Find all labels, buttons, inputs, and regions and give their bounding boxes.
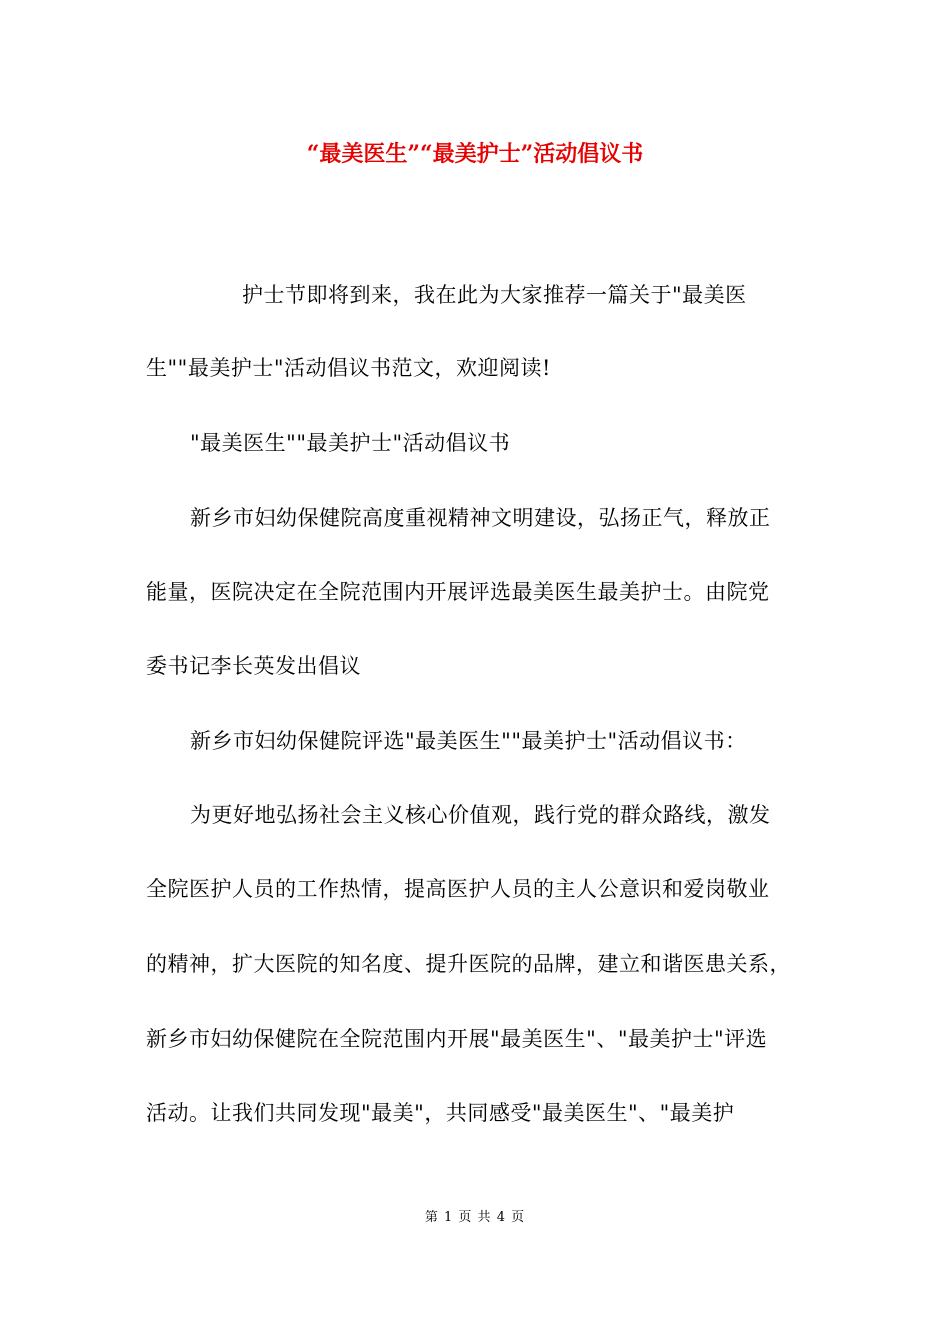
paragraph-line: 新乡市妇幼保健院高度重视精神文明建设，弘扬正气，释放正 [190,506,771,530]
paragraph-line: 委书记李长英发出倡议 [146,654,361,678]
paragraph-line: 活动。让我们共同发现"最美"，共同感受"最美医生"、"最美护 [146,1101,735,1125]
paragraph-line: 的精神，扩大医院的知名度、提升医院的品牌，建立和谐医患关系， [146,952,791,976]
paragraph-line: 护士节即将到来，我在此为大家推荐一篇关于"最美医 [242,283,747,307]
paragraph-line: 新乡市妇幼保健院评选"最美医生""最美护士"活动倡议书： [190,729,747,753]
paragraph-line: 能量，医院决定在全院范围内开展评选最美医生最美护士。由院党 [146,580,770,604]
paragraph-line: 新乡市妇幼保健院在全院范围内开展"最美医生"、"最美护士"评选 [146,1027,768,1051]
page-number: 第 1 页 共 4 页 [424,1210,526,1225]
paragraph-line: 生""最美护士"活动倡议书范文，欢迎阅读! [146,356,551,380]
paragraph-line: 为更好地弘扬社会主义核心价值观，践行党的群众路线，激发 [190,803,771,827]
paragraph-line: 全院医护人员的工作热情，提高医护人员的主人公意识和爱岗敬业 [146,877,770,901]
paragraph-line: "最美医生""最美护士"活动倡议书 [190,431,511,455]
document-title: “最美医生”“最美护士”活动倡议书 [306,141,644,167]
